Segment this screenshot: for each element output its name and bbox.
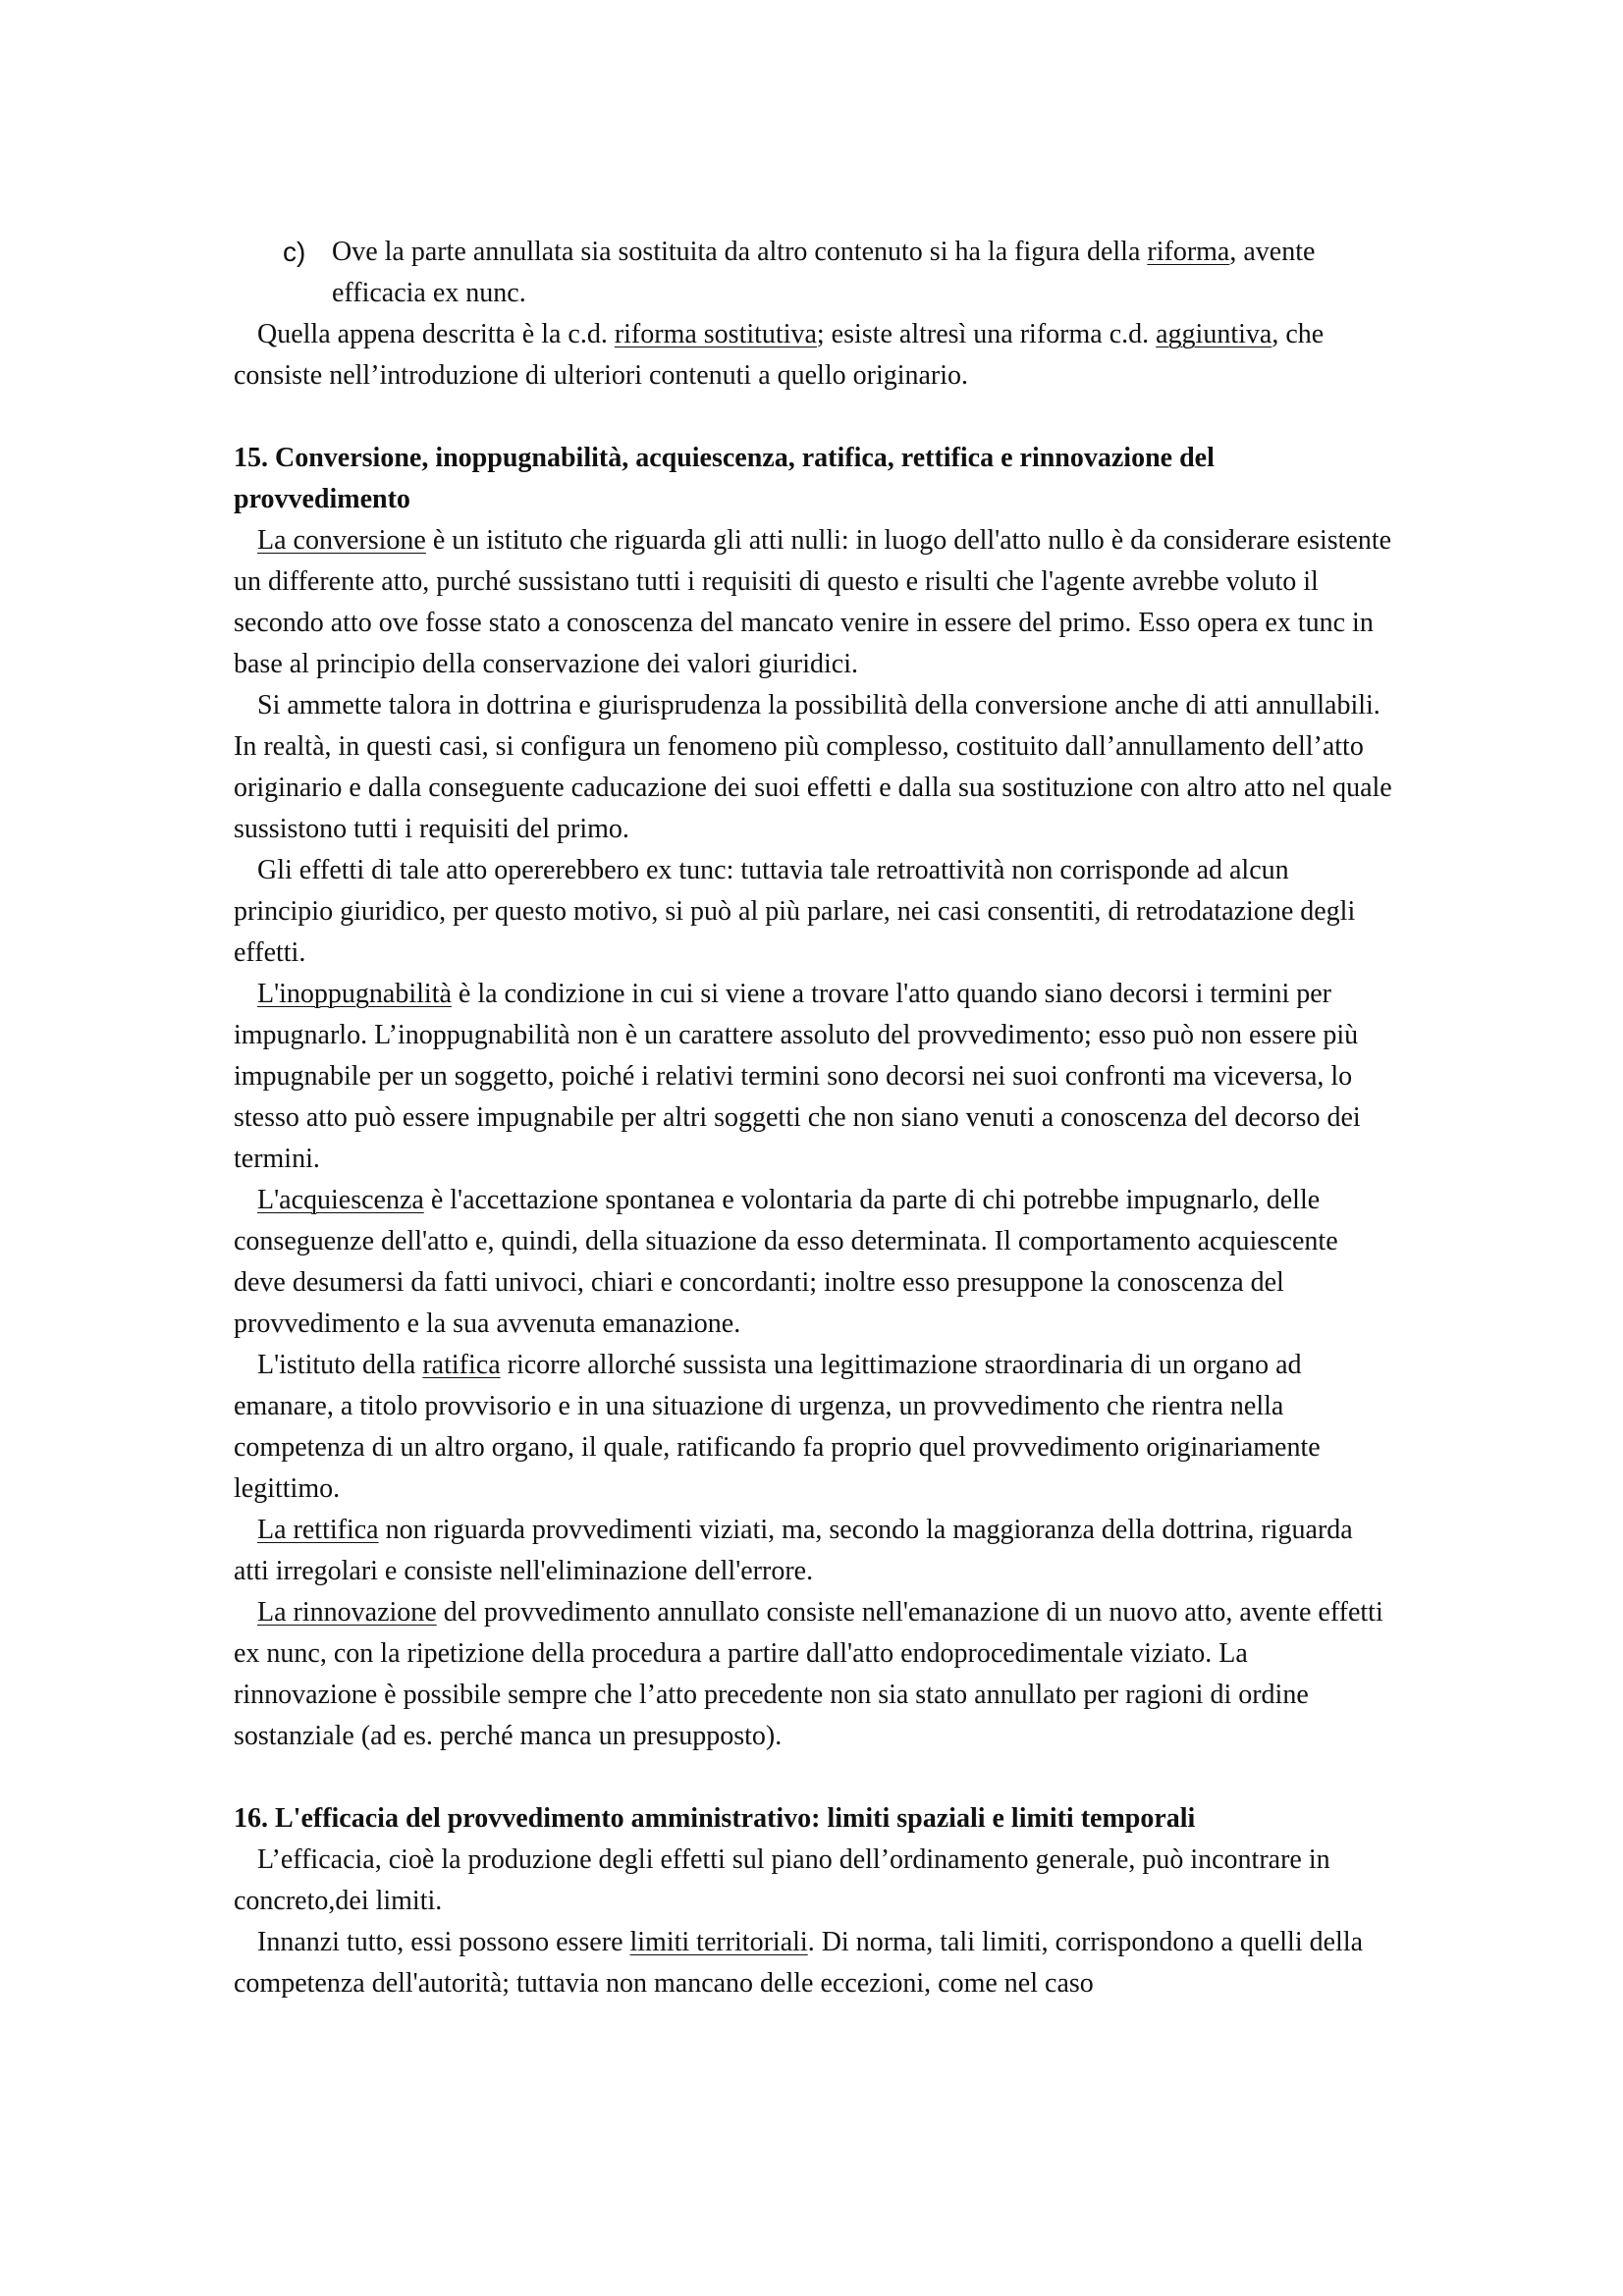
paragraph-ammette: Si ammette talora in dottrina e giurisprudenza la possibilità della conversione anche di atti annullabili. [257,690,1380,721]
paragraph-efficacia: L’efficacia, cioè la produzione degli effetti sul piano dell’ordinamento generale, può incontrare in concreto,dei limiti. [234,1844,1330,1916]
term-riforma: riforma [1147,237,1230,267]
paragraph-text: ; esiste altresì una riforma c.d. [816,319,1157,349]
list-item-text-before: Ove la parte annullata sia sostituita da altro contenuto si ha la figura della [332,237,1148,267]
paragraph-rinnovazione [234,1592,1392,1757]
list-marker: c) [283,237,306,267]
paragraph-text: è la condizione in cui si viene a trovare l'atto quando siano decorsi i termini per impugnarlo. L’inoppugnabilità non è un carattere assoluto del provvedimento; esso può non essere più impugnabile per un soggetto, poiché i relativi termini sono decorsi nei suoi confronti ma viceversa, lo stesso atto può essere impugnabile per altri soggetti che non siano venuti a conoscenza del decorso dei termini. [234,979,1361,1174]
section-16-heading: 16. L'efficacia del provvedimento amministrativo: limiti spaziali e limiti temporali [234,1803,1196,1834]
paragraph-text: Quella appena descritta è la c.d. [257,319,615,349]
paragraph-text: ricorre allorché sussista una legittimazione straordinaria di un organo ad emanare, a titolo provvisorio e in una situazione di urgenza, un provvedimento che rientra nella competenza di un altro organo, il quale, ratificando fa proprio quel provvedimento originariamente legittimo. [234,1350,1321,1504]
paragraph-limiti-territoriali [234,1922,1392,2004]
paragraph-text: del provvedimento annullato consiste nell'emanazione di un nuovo atto, avente effetti ex nunc, con la ripetizione della procedura a partire dall'atto endoprocedimentale viziato. La rinnovazione è possibile sempre che l’atto precedente non sia stato annullato per ragioni di ordine sostanziale (ad es. perché manca un presupposto). [234,1597,1383,1751]
list-item-text-after: , avente efficacia ex nunc. [332,237,1316,308]
paragraph-text: non riguarda provvedimenti viziati, ma, secondo la maggioranza della dottrina, riguarda atti irregolari e consiste nell'eliminazione dell'errore. [234,1515,1353,1586]
paragraph-rettifica [234,1510,1392,1592]
term-conversione: La conversione [257,525,426,556]
paragraph-acquiescenza [234,1180,1392,1345]
paragraph-inoppugnabilita [234,974,1392,1180]
paragraph-effetti: Gli effetti di tale atto opererebbero ex tunc: tuttavia tale retroattività non corrisponde ad alcun principio giuridico, per questo motivo, si può al più parlare, nei casi consentiti, di retrodatazione degli effetti. [234,855,1356,968]
document-body [234,232,1392,2004]
paragraph-text: è un istituto che riguarda gli atti nulli: in luogo dell'atto nullo è da considerare esistente un differente atto, purché sussistano tutti i requisiti di questo e risulti che l'agente avrebbe voluto il secondo atto ove fosse stato a conoscenza del mancato venire in essere del primo. Esso opera ex tunc in base al principio della conservazione dei valori giuridici. [234,525,1392,679]
list-item-c [234,232,1392,314]
paragraph-text: Innanzi tutto, essi possono essere [257,1927,630,1957]
term-limiti-territoriali: limiti territoriali [629,1927,808,1957]
paragraph-text: , che consiste nell’introduzione di ulteriori contenuti a quello originario. [234,319,1325,391]
paragraph-text: è l'accettazione spontanea e volontaria da parte di chi potrebbe impugnarlo, delle conseguenze dell'atto e, quindi, della situazione da esso determinata. Il comportamento acquiescente deve desumersi da fatti univoci, chiari e concordanti; inoltre esso presuppone la conoscenza del provvedimento e la sua avvenuta emanazione. [234,1185,1338,1339]
paragraph-ratifica [234,1345,1392,1510]
paragraph-conversione [234,520,1392,685]
paragraph-realta: In realtà, in questi casi, si configura un fenomeno più complesso, costituito dall’annullamento dell’atto originario e dalla conseguente caducazione dei suoi effetti e dalla sua sostituzione con altro atto nel quale sussistono tutti i requisiti del primo. [234,731,1392,844]
term-inoppugnabilita: L'inoppugnabilità [257,979,452,1009]
section-15-heading: 15. Conversione, inoppugnabilità, acquiescenza, ratifica, rettifica e rinnovazione del provvedimento [234,443,1215,514]
paragraph-text: . Di norma, tali limiti, corrispondono a quelli della competenza dell'autorità; tuttavia non mancano delle eccezioni, come nel caso [234,1927,1364,1999]
paragraph-text: L'istituto della [257,1350,423,1380]
term-acquiescenza: L'acquiescenza [257,1185,424,1215]
term-rinnovazione: La rinnovazione [257,1597,437,1628]
term-rettifica: La rettifica [257,1515,379,1545]
paragraph-riforma [234,314,1392,397]
term-riforma-sostitutiva: riforma sostitutiva [614,319,817,349]
term-ratifica: ratifica [422,1350,501,1380]
term-aggiuntiva: aggiuntiva [1156,319,1272,349]
